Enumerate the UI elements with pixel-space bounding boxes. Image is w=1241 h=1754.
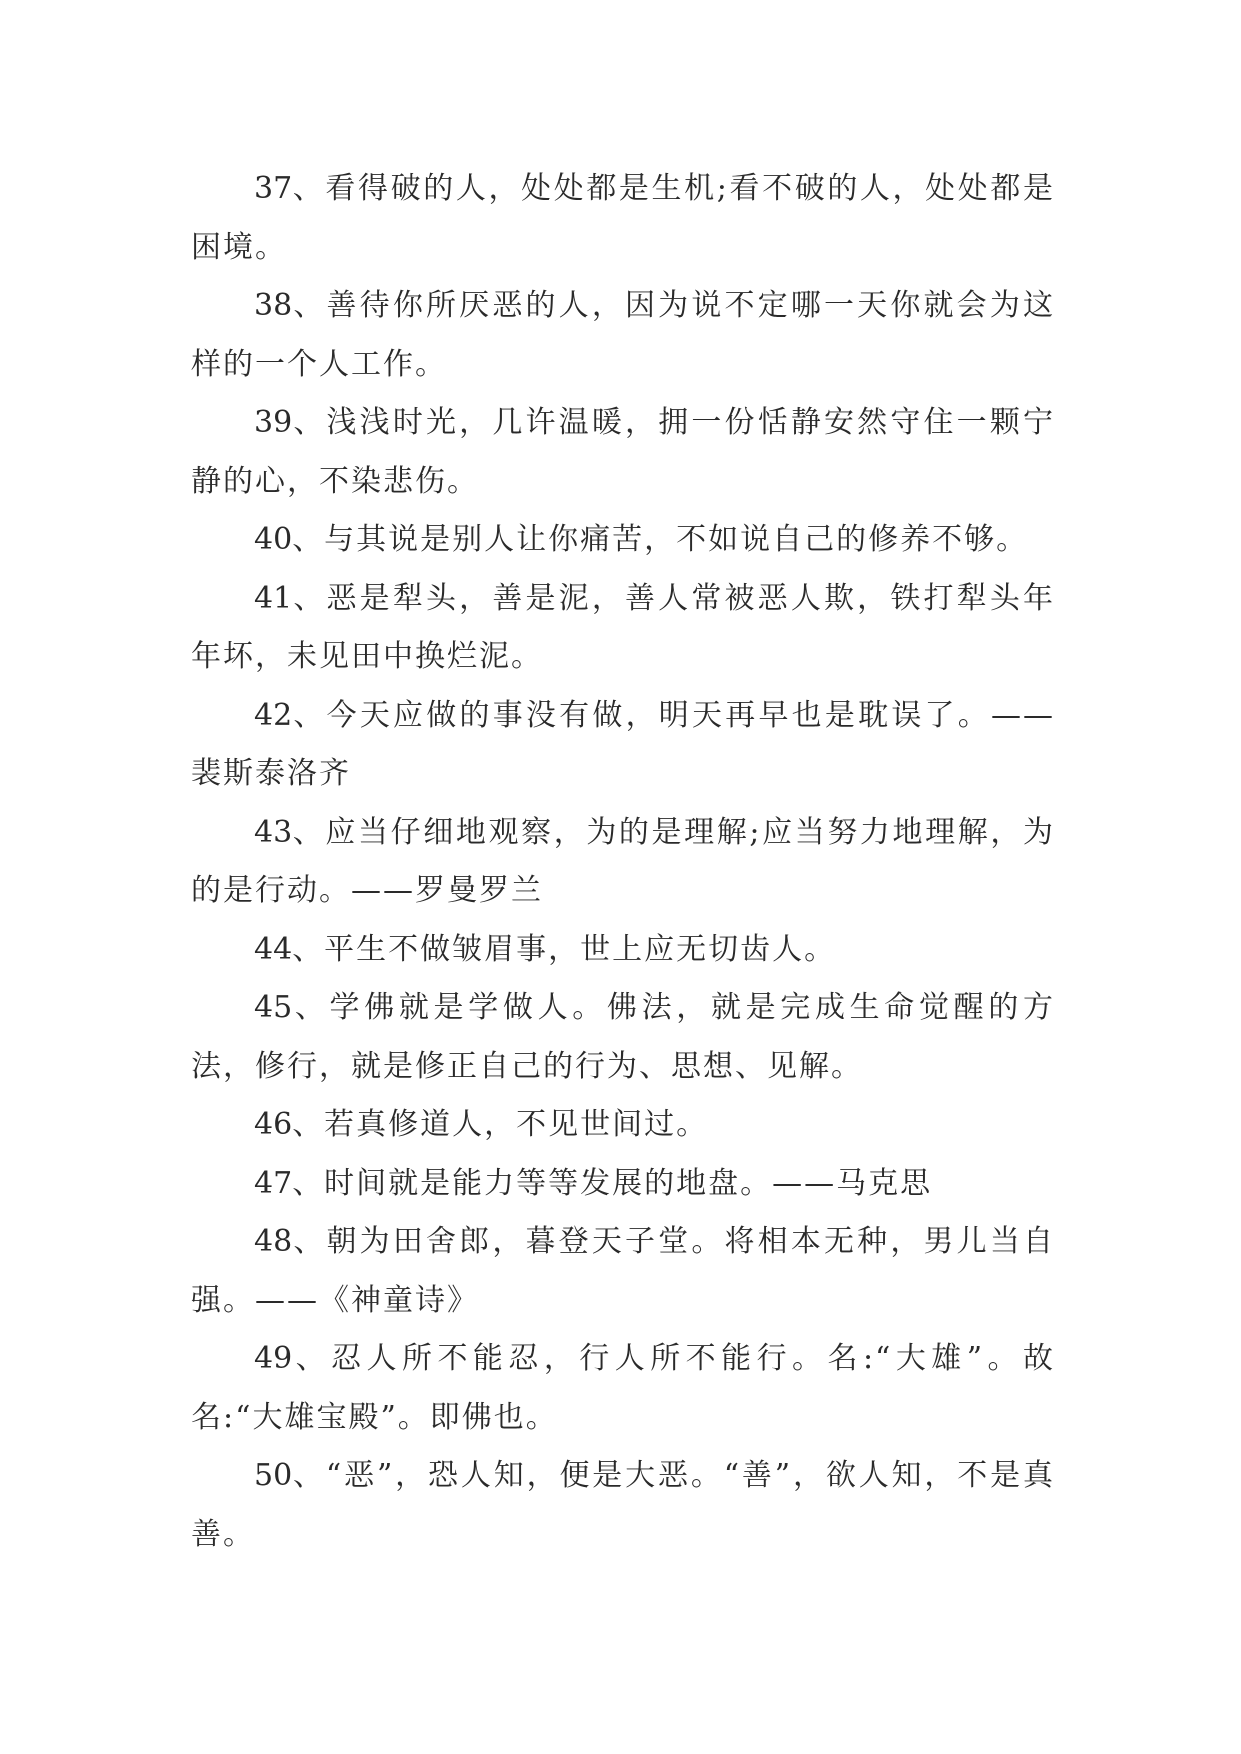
quote-number: 47 (254, 1165, 293, 1201)
quote-text: 、时间就是能力等等发展的地盘。——马克思 (292, 1165, 933, 1201)
quote-48 (191, 1213, 1055, 1330)
quote-number: 44 (254, 931, 293, 967)
quote-text: 、朝为田舍郎，暮登天子堂。将相本无种，男儿当自强。——《神童诗》 (191, 1224, 1055, 1318)
quote-text: 、“恶”，恐人知，便是大恶。“善”，欲人知，不是真善。 (191, 1458, 1055, 1552)
quote-45 (191, 979, 1055, 1096)
quote-text: 、今天应做的事没有做，明天再早也是耽误了。——裴斯泰洛齐 (191, 697, 1055, 791)
quote-41 (191, 570, 1055, 687)
quote-50 (191, 1447, 1055, 1564)
quote-42 (191, 687, 1055, 804)
quote-43 (191, 804, 1055, 921)
quote-number: 40 (254, 522, 293, 557)
quote-47 (191, 1155, 1055, 1214)
quote-40 (191, 511, 1055, 570)
quote-number: 50 (254, 1458, 293, 1493)
quote-number: 39 (254, 405, 293, 440)
quote-number: 49 (254, 1341, 293, 1376)
quote-text: 、善待你所厌恶的人，因为说不定哪一天你就会为这样的一个人工作。 (191, 288, 1055, 382)
quote-number: 38 (254, 288, 293, 323)
quote-number: 43 (254, 814, 293, 850)
quote-list (191, 160, 1055, 1564)
quote-text: 、浅浅时光，几许温暖，拥一份恬静安然守住一颗宁静的心，不染悲伤。 (191, 405, 1055, 499)
quote-38 (191, 277, 1055, 394)
quote-text: 、平生不做皱眉事，世上应无切齿人。 (292, 931, 837, 967)
quote-text: 、恶是犁头，善是泥，善人常被恶人欺，铁打犁头年年坏，未见田中换烂泥。 (191, 580, 1055, 674)
quote-37 (191, 160, 1055, 277)
quote-number: 48 (254, 1224, 293, 1259)
quote-text: 、看得破的人，处处都是生机;看不破的人，处处都是困境。 (191, 171, 1055, 265)
quote-number: 41 (254, 580, 293, 616)
quote-number: 45 (254, 990, 293, 1025)
quote-46 (191, 1096, 1055, 1155)
quote-number: 46 (254, 1107, 293, 1142)
quote-text: 、与其说是别人让你痛苦，不如说自己的修养不够。 (292, 522, 1029, 557)
quote-number: 42 (254, 697, 293, 733)
quote-39 (191, 394, 1055, 511)
quote-number: 37 (254, 171, 293, 206)
quote-text: 、应当仔细地观察，为的是理解;应当努力地理解，为的是行动。——罗曼罗兰 (191, 814, 1055, 908)
quote-text: 、若真修道人，不见世间过。 (292, 1107, 709, 1142)
quote-text: 、学佛就是学做人。佛法，就是完成生命觉醒的方法，修行，就是修正自己的行为、思想、见解。 (191, 990, 1055, 1084)
quote-44 (191, 921, 1055, 980)
quote-49 (191, 1330, 1055, 1447)
quote-text: 、忍人所不能忍，行人所不能行。名:“大雄”。故名:“大雄宝殿”。即佛也。 (191, 1341, 1055, 1435)
